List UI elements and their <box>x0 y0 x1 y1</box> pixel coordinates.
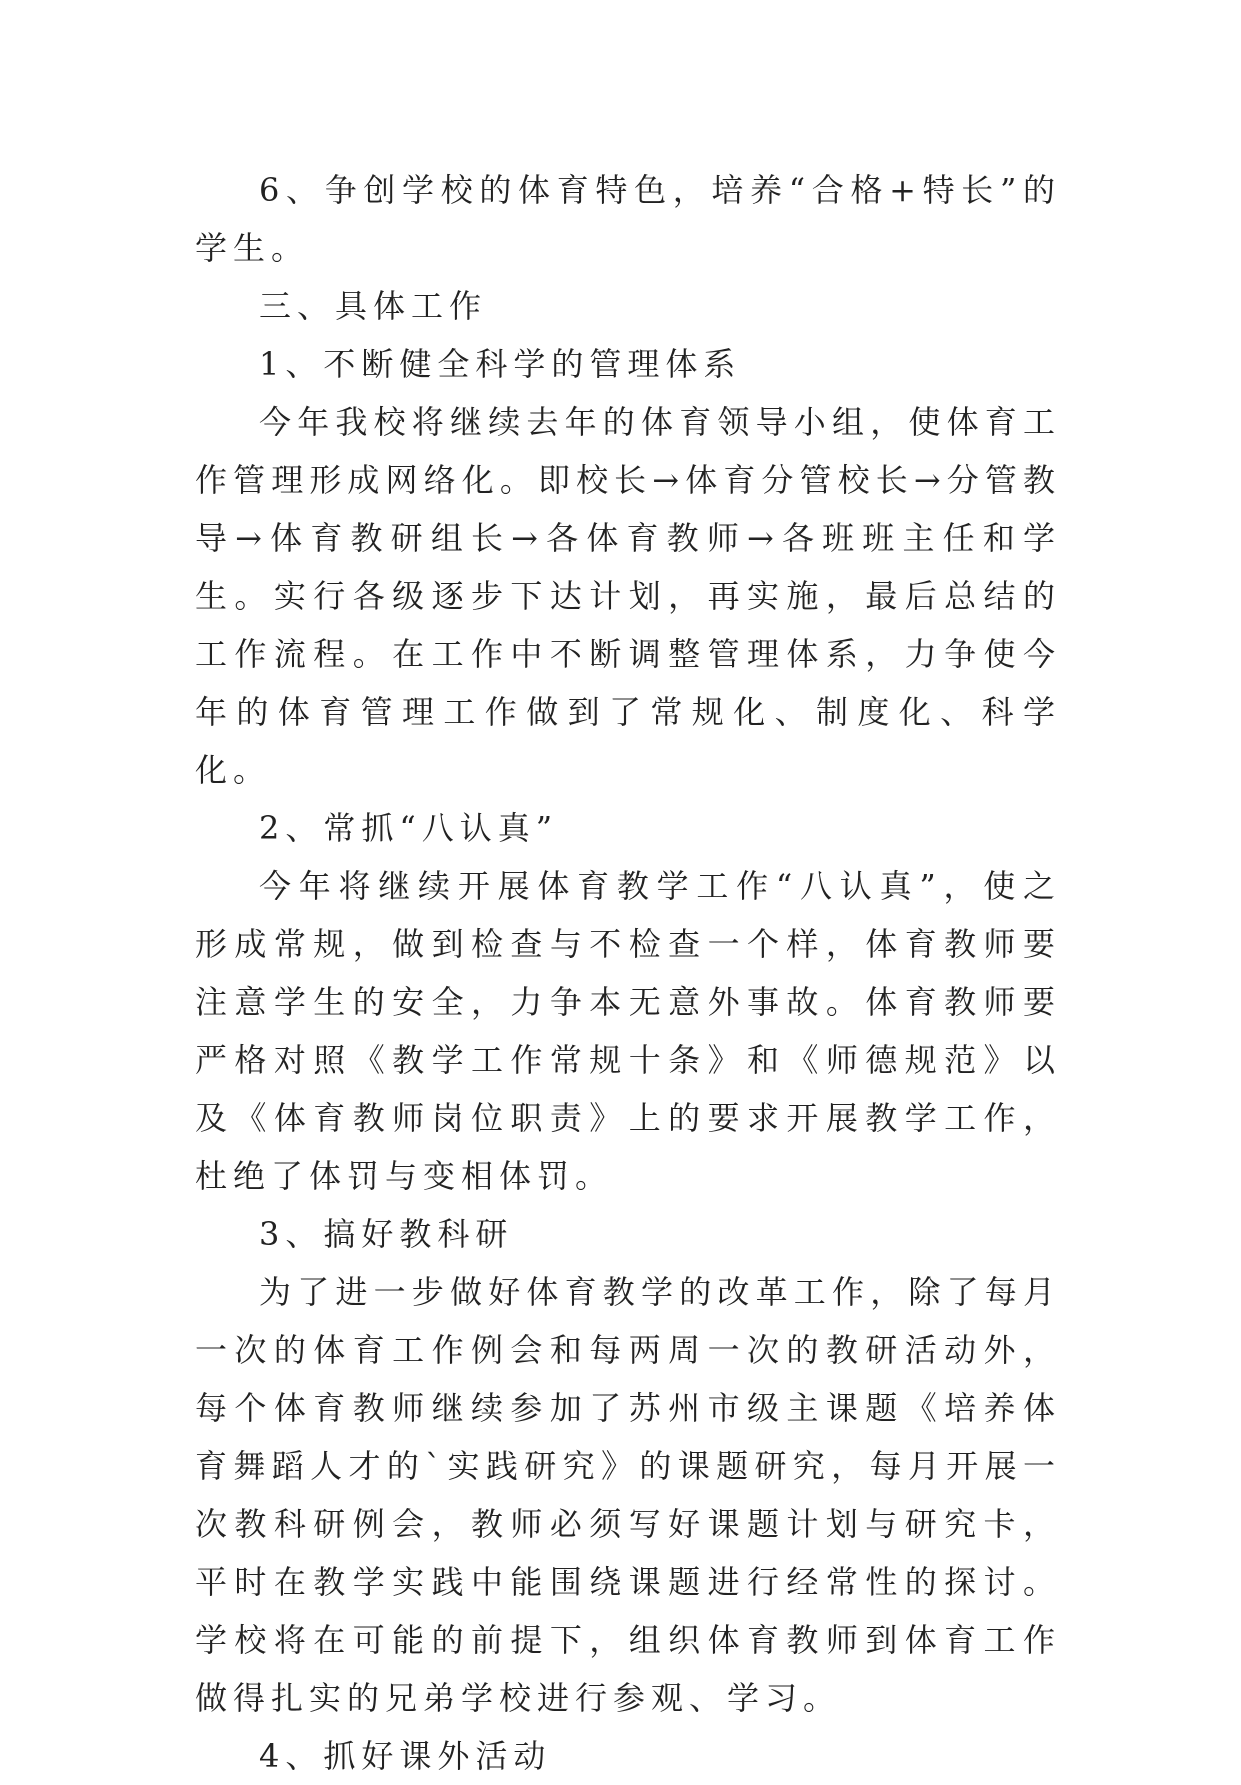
paragraph-management-system: 今年我校将继续去年的体育领导小组，使体育工作管理形成网络化。即校长→体育分管校长→分管教导→体育教研组长→各体育教师→各班班主任和学生。实行各级逐步下达计划，再实施，最后总结的工作流程。在工作中不断调整管理体系，力争使今年的体育管理工作做到了常规化、制度化、科学化。 <box>195 403 1061 789</box>
subheading-extracurricular: 4、抓好课外活动 <box>259 1737 552 1775</box>
subheading-research: 3、搞好教科研 <box>259 1215 514 1253</box>
document-body <box>195 161 1061 1785</box>
goal-item-6: 6、争创学校的体育特色，培养“合格+特长”的学生。 <box>195 171 1061 267</box>
subheading-eight-earnest: 2、常抓“八认真” <box>259 809 559 847</box>
section-heading-specific-work: 三、具体工作 <box>259 287 488 325</box>
paragraph-research: 为了进一步做好体育教学的改革工作，除了每月一次的体育工作例会和每两周一次的教研活动外，每个体育教师继续参加了苏州市级主课题《培养体育舞蹈人才的`实践研究》的课题研究，每月开展一次教科研例会，教师必须写好课题计划与研究卡，平时在教学实践中能围绕课题进行经常性的探讨。学校将在可能的前提下，组织体育教师到体育工作做得扎实的兄弟学校进行参观、学习。 <box>195 1273 1061 1717</box>
subheading-management-system: 1、不断健全科学的管理体系 <box>259 345 742 383</box>
paragraph-eight-earnest: 今年将继续开展体育教学工作“八认真”，使之形成常规，做到检查与不检查一个样，体育教师要注意学生的安全，力争本无意外事故。体育教师要严格对照《教学工作常规十条》和《师德规范》以及《体育教师岗位职责》上的要求开展教学工作，杜绝了体罚与变相体罚。 <box>195 867 1061 1195</box>
